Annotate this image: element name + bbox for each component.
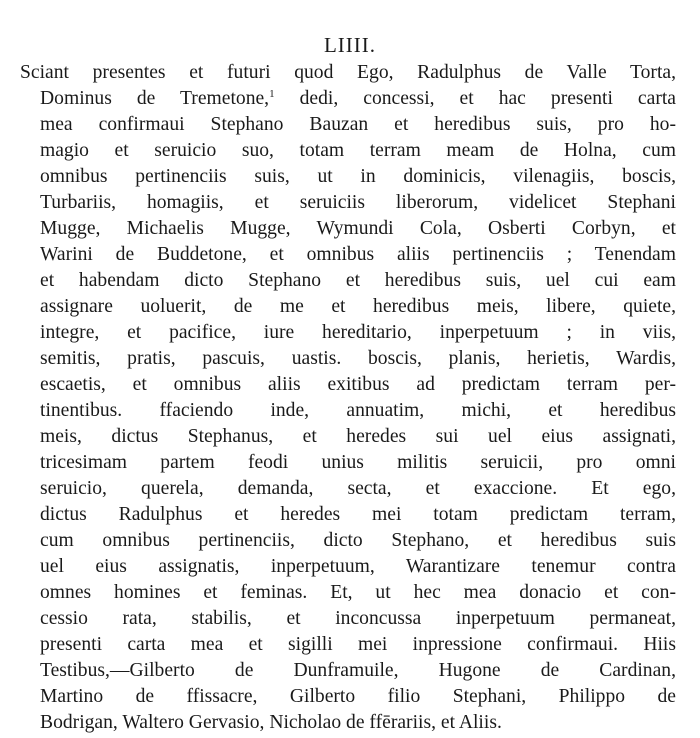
text-line: Bodrigan, Waltero Gervasio, Nicholao de ffērariis, et Aliis.	[40, 712, 502, 733]
text-line: presenti carta mea et sigilli mei inpressione confirmaui. Hiis	[40, 634, 676, 655]
text-line: omnes homines et feminas. Et, ut hec mea donacio et con-	[40, 582, 676, 603]
text-line: escaetis, et omnibus aliis exitibus ad predictam terram per-	[40, 374, 676, 395]
text-line: Sciant presentes et futuri quod Ego, Radulphus de Valle Torta,	[20, 62, 676, 83]
text-line: uel eius assignatis, inperpetuum, Warantizare tenemur contra	[40, 556, 676, 577]
text-line: tinentibus. ffaciendo inde, annuatim, michi, et heredibus	[40, 400, 676, 421]
text-line: Martino de ffissacre, Gilberto filio Stephani, Philippo de	[40, 686, 676, 707]
text-fragment: Dominus de Tremetone,	[40, 88, 270, 109]
text-line: meis, dictus Stephanus, et heredes sui uel eius assignati,	[40, 426, 676, 447]
charter-number: LIIII.	[323, 33, 377, 57]
text-line: integre, et pacifice, iure hereditario, inperpetuum ; in viis,	[40, 322, 676, 343]
text-line: omnibus pertinenciis suis, ut in dominicis, vilenagiis, boscis,	[40, 166, 676, 187]
text-line	[40, 86, 676, 112]
text-line: Mugge, Michaelis Mugge, Wymundi Cola, Osberti Corbyn, et	[40, 218, 676, 239]
text-line: cessio rata, stabilis, et inconcussa inperpetuum permaneat,	[40, 608, 676, 629]
text-line: magio et seruicio suo, totam terram meam de Holna, cum	[40, 140, 676, 161]
text-line: seruicio, querela, demanda, secta, et exaccione. Et ego,	[40, 478, 676, 499]
text-line: dictus Radulphus et heredes mei totam predictam terram,	[40, 504, 676, 525]
text-line: Testibus,—Gilberto de Dunframuile, Hugone de Cardinan,	[40, 660, 676, 681]
text-fragment: dedi, concessi, et hac presenti carta	[299, 88, 676, 109]
text-line: semitis, pratis, pascuis, uastis. boscis, planis, herietis, Wardis,	[40, 348, 676, 369]
text-line: Turbariis, homagiis, et seruiciis liberorum, videlicet Stephani	[40, 192, 676, 213]
text-line: Warini de Buddetone, et omnibus aliis pertinenciis ; Tenendam	[40, 244, 676, 265]
text-line: et habendam dicto Stephano et heredibus suis, uel cui eam	[40, 270, 676, 291]
text-line: assignare uoluerit, de me et heredibus meis, libere, quiete,	[40, 296, 676, 317]
text-line: tricesimam partem feodi unius militis seruicii, pro omni	[40, 452, 676, 473]
text-line: cum omnibus pertinenciis, dicto Stephano, et heredibus suis	[40, 530, 676, 551]
footnote-marker: 1	[269, 88, 275, 100]
text-line: mea confirmaui Stephano Bauzan et heredibus suis, pro ho-	[40, 114, 676, 135]
